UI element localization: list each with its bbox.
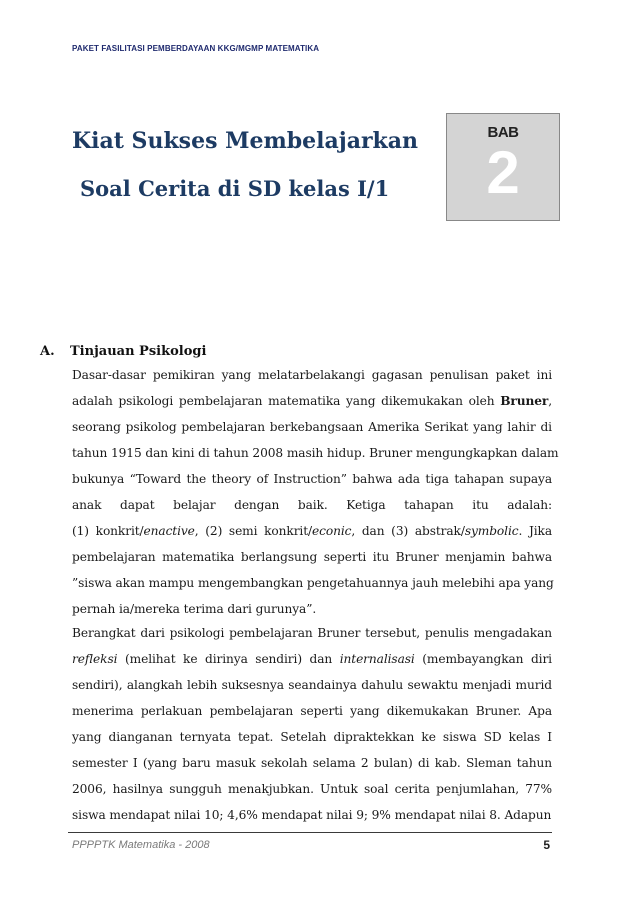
text-run: Berangkat dari psikologi pembelajaran Bruner tersebut, penulis mengadakan [72, 626, 552, 640]
text-run: sendiri), alangkah lebih suksesnya seandainya dahulu sewaktu menjadi murid [72, 678, 552, 692]
text-line [72, 750, 552, 776]
text-line [72, 388, 552, 414]
text-line [72, 672, 552, 698]
chapter-number: 2 [486, 139, 520, 206]
italic-text: enactive [143, 524, 195, 538]
section-letter: A. [40, 344, 55, 359]
text-run: semester I (yang baru masuk sekolah selama 2 bulan) di kab. Sleman tahun [72, 756, 552, 770]
italic-text: internalisasi [339, 652, 415, 666]
running-header: PAKET FASILITASI PEMBERDAYAAN KKG/MGMP MATEMATIKA [72, 44, 320, 53]
text-run: yang dianganan ternyata tepat. Setelah dipraktekkan ke siswa SD kelas I [72, 730, 552, 744]
text-line [72, 544, 552, 570]
italic-text: econic [312, 524, 352, 538]
text-run: adalah psikologi pembelajaran matematika yang dikemukakan oleh [72, 394, 501, 408]
text-run: seorang psikolog pembelajaran berkebangsaan Amerika Serikat yang lahir di [72, 420, 552, 434]
text-run: (membayangkan diri [414, 652, 552, 666]
footer-divider [68, 832, 552, 833]
text-run: pembelajaran matematika berlangsung seperti itu Bruner menjamin bahwa [72, 550, 552, 564]
text-run: , dan (3) abstrak/ [351, 524, 465, 538]
section-title: Tinjauan Psikologi [70, 344, 207, 359]
text-line [72, 802, 552, 828]
text-run: anak dapat belajar dengan baik. Ketiga tahapan itu adalah: [72, 498, 552, 512]
chapter-title-line-1: Kiat Sukses Membelajarkan [72, 128, 419, 154]
text-line [72, 518, 552, 544]
text-line [72, 596, 552, 622]
text-line [72, 492, 552, 518]
italic-text: refleksi [72, 652, 118, 666]
text-run: ”siswa akan mampu mengembangkan pengetahuannya jauh melebihi apa yang [72, 576, 554, 590]
text-run: 2006, hasilnya sungguh menakjubkan. Untuk soal cerita penjumlahan, 77% [72, 782, 552, 796]
text-run: (melihat ke dirinya sendiri) dan [117, 652, 340, 666]
chapter-title-line-2: Soal Cerita di SD kelas I/1 [80, 176, 390, 201]
text-line [72, 776, 552, 802]
text-run: (1) konkrit/ [72, 524, 144, 538]
text-line [72, 620, 552, 646]
text-line [72, 646, 552, 672]
italic-text: symbolic [464, 524, 519, 538]
text-run: menerima perlakuan pembelajaran seperti yang dikemukakan Bruner. Apa [72, 704, 552, 718]
text-run: pernah ia/mereka terima dari gurunya”. [72, 602, 317, 616]
section-heading [40, 344, 206, 359]
text-line [72, 466, 552, 492]
text-line [72, 724, 552, 750]
text-line [72, 440, 559, 466]
paragraph-1 [72, 362, 559, 622]
text-run: tahun 1915 dan kini di tahun 2008 masih hidup. Bruner mengungkapkan dalam [72, 446, 559, 460]
text-run: . Jika [518, 524, 553, 538]
text-line [72, 414, 552, 440]
chapter-badge [446, 113, 560, 221]
text-run: , [548, 394, 552, 408]
text-line [72, 570, 552, 596]
text-line [72, 698, 552, 724]
text-run: Dasar-dasar pemikiran yang melatarbelakangi gagasan penulisan paket ini [72, 368, 552, 382]
footer-publisher: PPPPTK Matematika - 2008 [72, 839, 210, 851]
text-line [72, 362, 552, 388]
paragraph-2 [72, 620, 552, 828]
chapter-label: BAB [487, 124, 519, 141]
text-run: siswa mendapat nilai 10; 4,6% mendapat nilai 9; 9% mendapat nilai 8. Adapun [72, 808, 552, 822]
text-run: bukunya “Toward the theory of Instruction” bahwa ada tiga tahapan supaya [72, 472, 552, 486]
text-run: , (2) semi konkrit/ [194, 524, 313, 538]
bold-text: Bruner [500, 394, 549, 408]
page-number: 5 [543, 838, 550, 852]
